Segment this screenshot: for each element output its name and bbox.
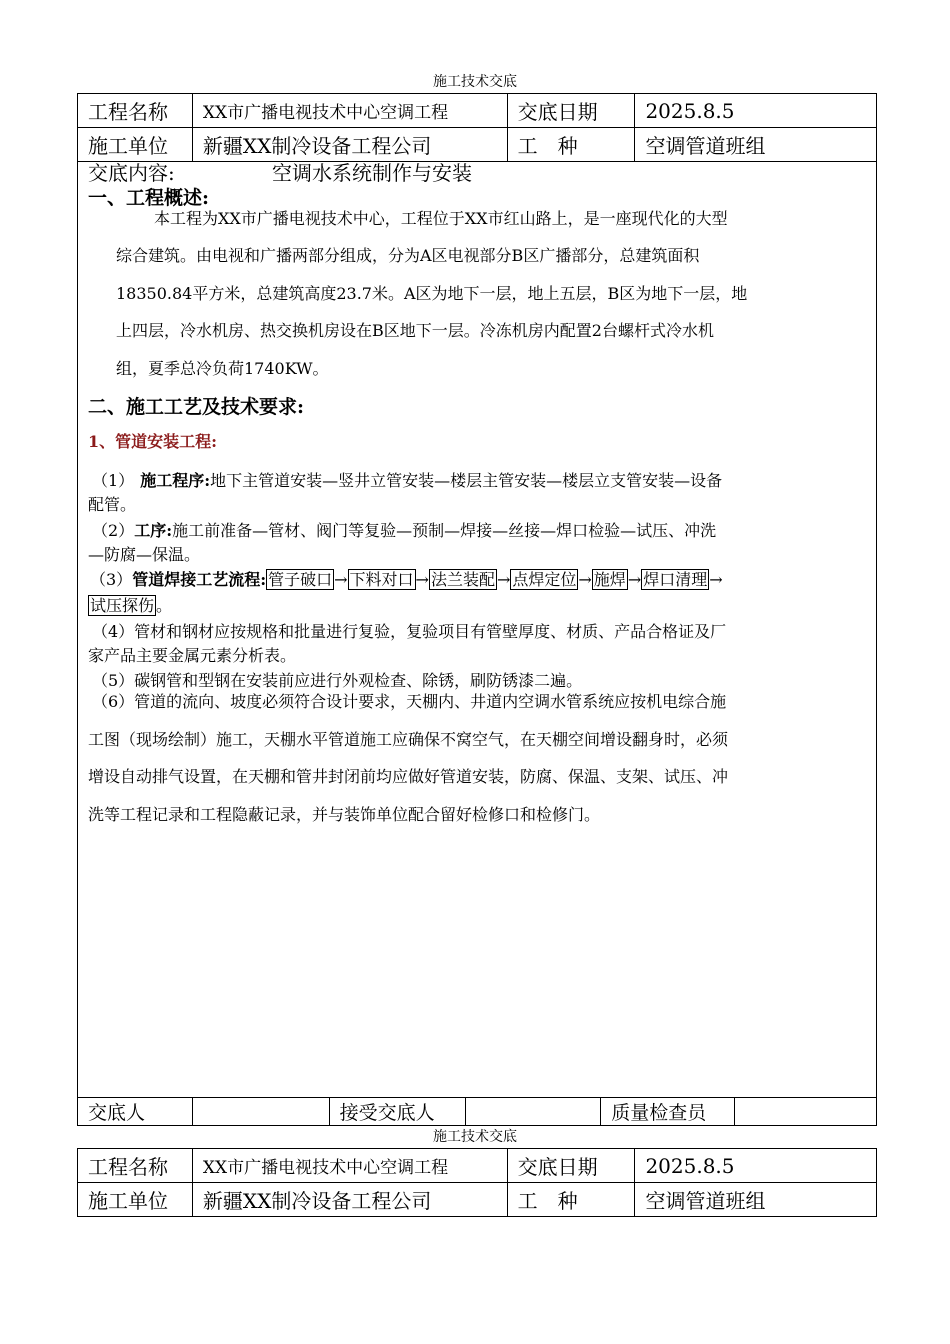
- item3-num: （3）: [90, 570, 133, 589]
- item2-label: 工序:: [134, 521, 173, 540]
- discloser-label: 交底人: [78, 1098, 193, 1126]
- s1-line-5: 组，夏季总冷负荷1740KW。: [116, 359, 329, 378]
- s1-line-1: 本工程为XX市广播电视技术中心，工程位于XX市红山路上，是一座现代化的大型: [154, 209, 728, 228]
- flow-arrow-4: →: [578, 570, 592, 589]
- date-label: 交底日期: [507, 94, 635, 128]
- flow-arrow-2: →: [415, 570, 429, 589]
- content-area: [77, 161, 877, 1097]
- content-topic: 空调水系统制作与安装: [272, 161, 472, 185]
- item6-line2: 工图（现场绘制）施工，天棚水平管道施工应确保不窝空气，在天棚空间增设翻身时，必须: [88, 730, 729, 749]
- item1-line2: 配管。: [88, 495, 137, 514]
- section1-title: 一、工程概述:: [88, 187, 210, 209]
- item3-line1: [90, 567, 723, 590]
- unit-label: 施工单位: [78, 128, 193, 162]
- flow-arrow-3: →: [496, 570, 511, 589]
- item1-num: （1）: [92, 471, 135, 490]
- flow-arrow-6: →: [709, 570, 723, 589]
- section2-title: 二、施工工艺及技术要求:: [88, 396, 305, 418]
- item3-label: 管道焊接工艺流程:: [132, 570, 267, 589]
- flow-step-3: 法兰装配: [430, 570, 495, 589]
- flow-step-7: 试压探伤: [90, 596, 155, 615]
- item5-line: （5）碳钢管和型钢在安装前应进行外观检查、除锈，刷防锈漆二遍。: [92, 671, 583, 690]
- item2-num: （2）: [92, 521, 135, 540]
- item3-line2: [88, 593, 172, 616]
- trade-label: 工 种: [507, 1183, 635, 1217]
- signature-table: [77, 1097, 877, 1126]
- project-name-value: XX市广播电视技术中心空调工程: [192, 1149, 507, 1183]
- receiver-label: 接受交底人: [329, 1098, 465, 1126]
- item1-text: 地下主管道安装—竖井立管安装—楼层主管安装—楼层立支管安装—设备: [210, 471, 723, 490]
- item6-line1: （6）管道的流向、坡度必须符合设计要求，天棚内、井道内空调水管系统应按机电综合施: [92, 692, 727, 711]
- flow-arrow-5: →: [627, 570, 642, 589]
- flow-step-5: 施焊: [593, 570, 626, 589]
- page-title: 施工技术交底: [433, 74, 517, 90]
- s1-line-2: 综合建筑。由电视和广播两部分组成，分为A区电视部分B区广播部分，总建筑面积: [116, 246, 700, 265]
- project-name-label: 工程名称: [78, 1149, 193, 1183]
- page2-title: 施工技术交底: [433, 1129, 517, 1145]
- item6-line4: 洗等工程记录和工程隐蔽记录，并与装饰单位配合留好检修口和检修门。: [88, 805, 601, 824]
- receiver-sign-cell: [465, 1098, 601, 1126]
- item4-line1: （4）管材和钢材应按规格和批量进行复验，复验项目有管壁厚度、材质、产品合格证及厂: [92, 622, 727, 641]
- project-name-value: XX市广播电视技术中心空调工程: [192, 94, 507, 128]
- flow-step-6: 焊口清理: [643, 570, 708, 589]
- flow-arrow-1: →: [334, 570, 348, 589]
- inspector-label: 质量检查员: [601, 1098, 735, 1126]
- flow-step-1: 管子破口: [268, 570, 333, 589]
- flow-step-4: 点焊定位: [512, 570, 577, 589]
- date-label: 交底日期: [507, 1149, 635, 1183]
- flow-step-2: 下料对口: [349, 570, 414, 589]
- trade-label: 工 种: [507, 128, 635, 162]
- discloser-sign-cell: [192, 1098, 329, 1126]
- item1-label: 施工程序:: [140, 471, 211, 490]
- flow-end: 。: [156, 596, 173, 615]
- unit-value: 新疆XX制冷设备工程公司: [192, 128, 507, 162]
- header-table-2: [77, 1148, 877, 1217]
- item2-line2: —防腐—保温。: [88, 545, 201, 564]
- inspector-sign-cell: [735, 1098, 877, 1126]
- unit-label: 施工单位: [78, 1183, 193, 1217]
- content-label: 交底内容:: [88, 161, 175, 185]
- s1-line-3: 18350.84平方米，总建筑高度23.7米。A区为地下一层，地上五层，B区为地下一层，地: [116, 284, 748, 303]
- subsection1-title: 1、管道安装工程:: [88, 432, 218, 451]
- s1-line-4: 上四层，冷水机房、热交换机房设在B区地下一层。冷冻机房内配置2台螺杆式冷水机: [116, 321, 714, 340]
- project-name-label: 工程名称: [78, 94, 193, 128]
- trade-value: 空调管道班组: [635, 128, 877, 162]
- unit-value: 新疆XX制冷设备工程公司: [192, 1183, 507, 1217]
- item2-text: 施工前准备—管材、阀门等复验—预制—焊接—丝接—焊口检验—试压、冲洗: [172, 521, 717, 540]
- item1-line1: [92, 468, 722, 491]
- header-table: [77, 93, 877, 162]
- item2-line1: [92, 518, 716, 541]
- item6-line3: 增设自动排气设置，在天棚和管井封闭前均应做好管道安装，防腐、保温、支架、试压、冲: [88, 767, 729, 786]
- date-value: 2025.8.5: [635, 1149, 877, 1183]
- item4-line2: 家产品主要金属元素分析表。: [88, 646, 297, 665]
- date-value: 2025.8.5: [635, 94, 877, 128]
- trade-value: 空调管道班组: [635, 1183, 877, 1217]
